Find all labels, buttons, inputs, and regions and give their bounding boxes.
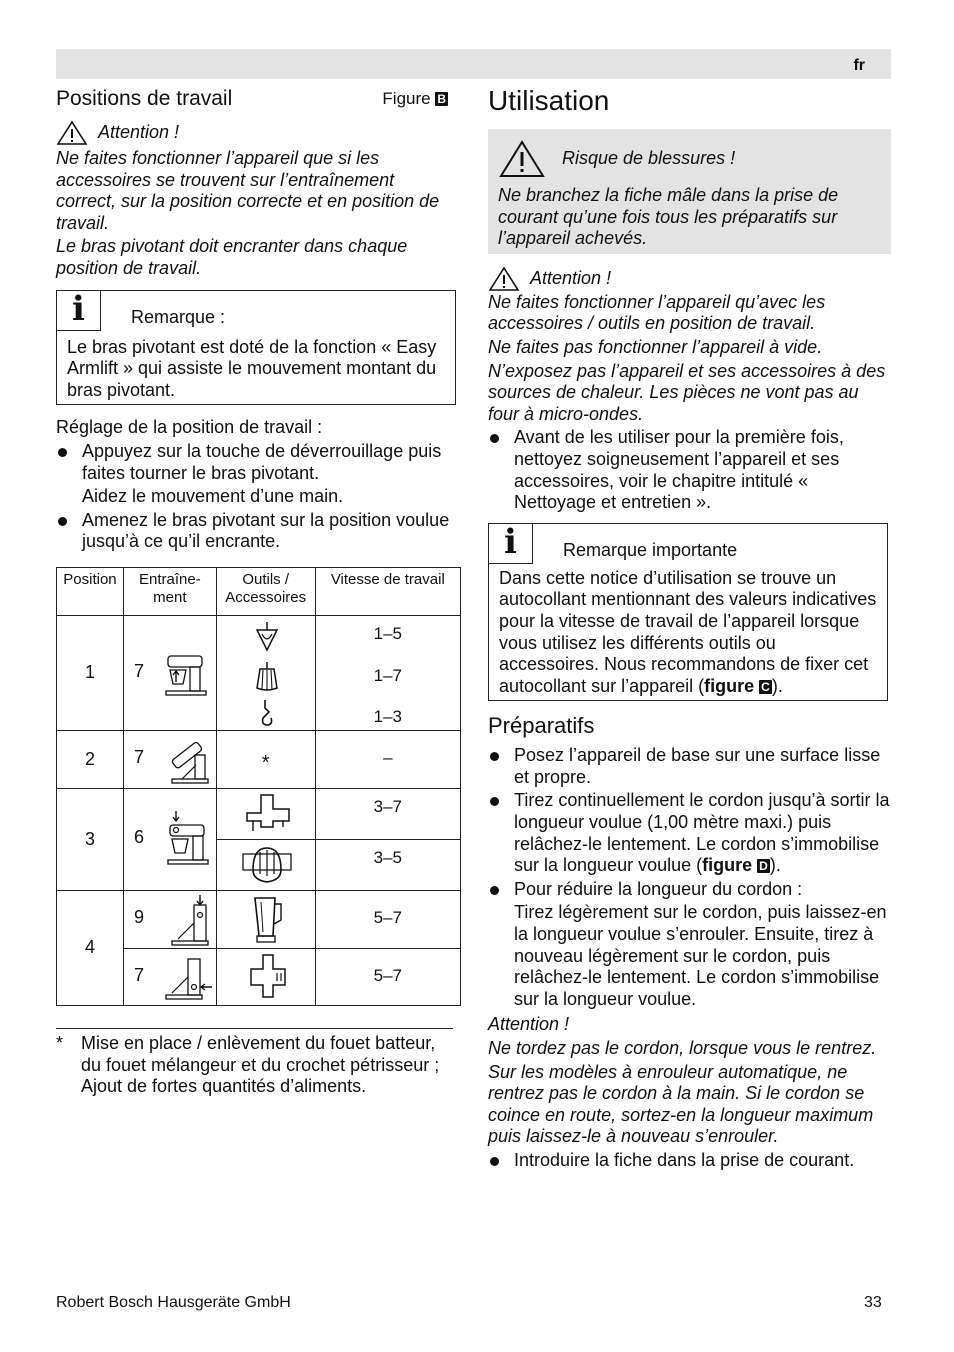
list-item: Amenez le bras pivotant sur la position voulue jusqu’à ce qu’il encrante.: [56, 510, 456, 553]
note-body: Le bras pivotant est doté de la fonction « Easy Armlift » qui assiste le mouvement montant du bras pivotant.: [67, 336, 437, 400]
attention-heading: Attention !: [56, 120, 456, 146]
section-title-positions: Positions de travail: [56, 87, 233, 110]
speed-cell: 3–7: [315, 789, 460, 840]
list-item-sub: Tirez légèrement sur le cordon, puis laissez-en la longueur voulue s’enrouler. Ensuite, tirez à nouveau légèrement sur le cordon, puis relâchez-le lentement. Le cordon s’immobilise sur la longueur voulue.: [514, 902, 887, 1009]
warning-triangle-icon: [488, 266, 520, 292]
footnote-text: Mise en place / enlèvement du fouet batteur, du fouet mélangeur et du crochet pétrisseur ; Ajout de fortes quantités d’aliments.: [81, 1033, 440, 1097]
citrus-press-icon: [241, 844, 293, 886]
list-item: Avant de les utiliser pour la première fois, nettoyez soigneusement l’appareil et ses accessoires, voir le chapitre intitulé « Nettoyage et entretien ».: [488, 427, 891, 513]
table-header-row: [57, 568, 461, 616]
beater-icon: [254, 660, 280, 692]
drive-cell: 7: [123, 949, 216, 1006]
info-icon: i: [57, 291, 101, 331]
mixer-front-drive-icon: [166, 809, 212, 867]
setting-title: Réglage de la position de travail :: [56, 417, 323, 438]
position-cell: 4: [57, 891, 124, 1006]
asterisk-marker: *: [261, 751, 270, 774]
attention-text-1: Ne faites fonctionner l’appareil que si les accessoires se trouvent sur l’entraînement correct, sur la position correcte et en position de travail.: [56, 148, 440, 233]
list-item: Introduire la fiche dans la prise de courant.: [488, 1150, 891, 1172]
table-header: Vitesse de travail: [315, 568, 460, 616]
page-number: 33: [864, 1294, 882, 1311]
table-header: Entraîne-ment: [123, 568, 216, 616]
drive-cell: 9: [123, 891, 216, 949]
attention-text-1: Ne faites fonctionner l’appareil qu’avec les accessoires / outils en position de travail.: [488, 291, 826, 334]
mixer-rear-drive-icon: [164, 953, 214, 1003]
language-code: fr: [853, 57, 865, 74]
tools-cell: [216, 616, 315, 731]
tools-cell: [216, 789, 315, 840]
list-item: Appuyez sur la touche de déverrouillage puis faites tourner le bras pivotant.: [56, 441, 456, 484]
risk-body: Ne branchez la fiche mâle dans la prise de courant qu’une fois tous les préparatifs sur l’appareil achevés.: [498, 185, 839, 249]
position-cell: 1: [57, 616, 124, 731]
attention-text-2: Le bras pivotant doit encranter dans chaque position de travail.: [56, 236, 408, 278]
drive-cell: 6: [123, 789, 216, 891]
position-cell: 2: [57, 731, 124, 789]
risk-box: [488, 129, 891, 254]
attention-text-5: Sur les modèles à enrouleur automatique, ne rentrez pas le cordon à la main. Si le cordon se coince en route, sortez-en la longueur maximum puis laissez-le à nouveau s’enrouler.: [488, 1061, 874, 1147]
section-title-utilisation: Utilisation: [488, 85, 610, 116]
footnote-divider: [56, 1028, 453, 1029]
table-row: [57, 789, 461, 840]
list-item-sub: Aidez le mouvement d’une main.: [82, 486, 344, 507]
speed-cell: 3–5: [315, 840, 460, 891]
risk-heading: Risque de blessures !: [498, 139, 881, 179]
tools-cell: [216, 840, 315, 891]
right-column: [488, 86, 891, 1172]
mixer-tilted-icon: [168, 735, 212, 785]
attention-label-2: Attention !: [488, 1014, 570, 1035]
note-box: [56, 290, 456, 406]
footnote-marker: *: [56, 1033, 64, 1053]
tools-cell: [216, 891, 315, 949]
speed-cell: 1–5 1–7 1–3: [315, 616, 460, 731]
dough-hook-icon: [257, 698, 277, 728]
table-row: [57, 731, 461, 789]
list-item: Pour réduire la longueur du cordon :: [488, 879, 891, 901]
whisk-icon: [254, 620, 280, 652]
warning-triangle-icon: [56, 120, 88, 146]
meat-mincer-icon: [243, 793, 291, 835]
drive-cell: 7: [123, 731, 216, 789]
speed-cell: 5–7: [315, 891, 460, 949]
attention-text-3: N’exposez pas l’appareil et ses accessoires à des sources de chaleur. Les pièces ne vont pas au four à micro-ondes.: [488, 360, 886, 424]
positions-table: [56, 567, 461, 1006]
speed-cell: –: [315, 731, 460, 789]
note-title: Remarque :: [131, 306, 226, 327]
note-body: Dans cette notice d’utilisation se trouve un autocollant mentionnant des valeurs indicatives pour la vitesse de travail de l’appareil lorsque vous utilisez les différents outils ou accessoires. Nous recommandons de fixer cet autocollant sur l’appareil (figure C ).: [499, 567, 877, 696]
attention-heading: Attention !: [488, 266, 891, 292]
footer-company: Robert Bosch Hausgeräte GmbH: [56, 1294, 291, 1311]
list-item: Tirez continuellement le cordon jusqu’à sortir la longueur voulue (1,00 mètre maxi.) puis relâchez-le lentement. Le cordon s’immobilise sur la longueur voulue (figure D ).: [488, 790, 891, 876]
drive-cell: 7: [123, 616, 216, 731]
position-cell: 3: [57, 789, 124, 891]
info-icon: i: [489, 524, 533, 564]
table-row: [57, 891, 461, 949]
note-title: Remarque importante: [563, 540, 738, 561]
table-header: Position: [57, 568, 124, 616]
speed-cell: 5–7: [315, 949, 460, 1006]
blender-icon: [251, 894, 283, 946]
table-row: [57, 616, 461, 731]
mixer-upright-icon: [164, 650, 208, 698]
figure-badge: D: [759, 859, 768, 874]
attention-text-4: Ne tordez pas le cordon, lorsque vous le rentrez.: [488, 1038, 877, 1058]
tools-cell: [216, 949, 315, 1006]
tools-cell: [216, 731, 315, 789]
figure-badge: B: [437, 92, 446, 106]
figure-badge: C: [761, 679, 770, 694]
grater-attachment-icon: [249, 953, 289, 999]
section-title-preparatifs: Préparatifs: [488, 713, 595, 739]
left-column: [56, 86, 456, 553]
header-bar: [56, 49, 891, 79]
important-note-box: [488, 523, 888, 702]
figure-reference: Figure B: [382, 89, 446, 108]
table-header: Outils / Accessoires: [216, 568, 315, 616]
footnote: [56, 1033, 456, 1098]
list-item: Posez l’appareil de base sur une surface lisse et propre.: [488, 745, 891, 788]
mixer-top-drive-icon: [168, 893, 214, 947]
attention-text-2: Ne faites pas fonctionner l’appareil à vide.: [488, 336, 823, 357]
warning-triangle-icon: [498, 139, 546, 179]
